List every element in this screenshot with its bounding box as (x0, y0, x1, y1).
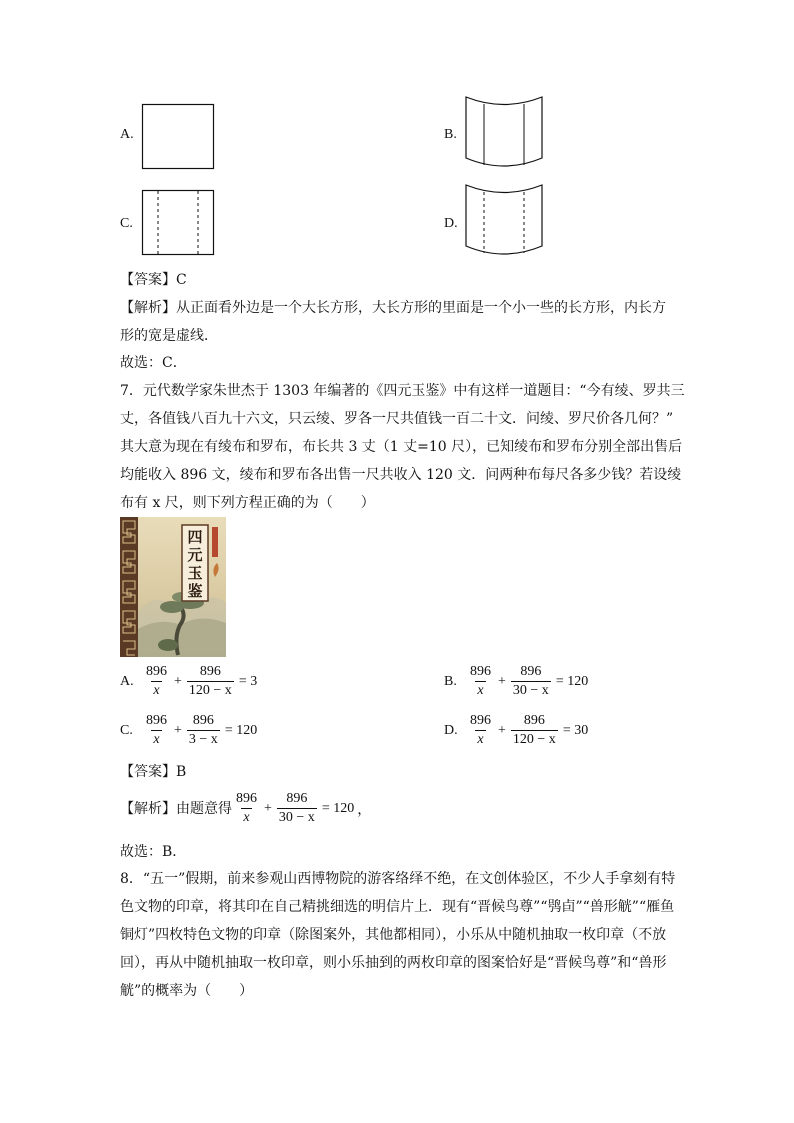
q7-option-a: A. $\frac{896}{x}$ + $\frac{896}{120 - x}$ = 3 (120, 664, 258, 698)
q6-choice: 故选：C． (120, 355, 187, 371)
q7-analysis: 【解析】由题意得 $\frac{896}{x}$ + $\frac{896}{30 - x}$ = 120 ， (120, 791, 372, 825)
q6-option-a-figure (140, 102, 220, 172)
book-title-char-1: 四 (187, 528, 203, 546)
q7-option-d: D. $\frac{896}{x}$ + $\frac{896}{120 - x}$ = 30 (444, 713, 589, 747)
book-title-char-2: 元 (187, 546, 203, 564)
q6-option-d-label: D. (444, 216, 458, 231)
q6-option-b-label: B. (444, 127, 457, 142)
q6-answer: 【答案】C (120, 272, 187, 288)
book-title-char-4: 鉴 (187, 582, 203, 600)
q6-option-a-label: A. (120, 127, 134, 142)
q8-text-line-3: 铜灯”四枚特色文物的印章（除图案外，其他都相同），小乐从中随机抽取一枚印章（不放 (120, 927, 667, 943)
q6-option-b-figure (462, 94, 548, 174)
q7-choice: 故选：B． (120, 844, 187, 860)
q7-option-b: B. $\frac{896}{x}$ + $\frac{896}{30 - x}$ = 120 (444, 664, 589, 698)
q8-text-line-2: 色文物的印章，将其印在自己精挑细选的明信片上．现有“晋候鸟尊”“鸮卣”“兽形觥”“雁鱼 (120, 899, 675, 915)
q7-text-line-2: 丈，各值钱八百九十六文，只云绫、罗各一尺共值钱一百二十文．问绫、罗尺价各几何？” (120, 411, 674, 427)
q6-analysis-line-1: 【解析】从正面看外边是一个大长方形，大长方形的里面是一个小一些的长方形，内长方 (120, 300, 666, 316)
q6-option-c-figure (140, 188, 220, 258)
q7-answer: 【答案】B (120, 764, 187, 780)
q7-text-line-4: 均能收入 896 文，绫布和罗布各出售一尺共收入 120 文．问两种布每尺各多少钱？若设绫 (120, 467, 682, 483)
q8-text-line-4: 回），再从中随机抽取一枚印章，则小乐抽到的两枚印章的图案恰好是“晋候鸟尊”和“兽形 (120, 955, 667, 971)
book-cover-image (120, 517, 226, 657)
q7-text-line-3: 其大意为现在有绫布和罗布，布长共 3 丈（1 丈=10 尺），已知绫布和罗布分别全部出售后 (120, 439, 683, 455)
q8-text-line-1: 8．“五一”假期，前来参观山西博物院的游客络绎不绝，在文创体验区，不少人手拿刻有特 (120, 871, 676, 887)
q6-option-c-label: C. (120, 216, 133, 231)
book-title-char-3: 玉 (187, 564, 203, 582)
q6-analysis-line-2: 形的宽是虚线． (120, 328, 218, 344)
q7-text-line-5: 布有 x 尺，则下列方程正确的为（ ） (120, 495, 375, 511)
q6-option-d-figure (462, 182, 548, 262)
q7-text-line-1: 7．元代数学家朱世杰于 1303 年编著的《四元玉鉴》中有这样一道题目：“今有绫、罗共三 (120, 383, 685, 399)
q7-option-c: C. $\frac{896}{x}$ + $\frac{896}{3 - x}$ = 120 (120, 713, 258, 747)
q8-text-line-5: 觥”的概率为（ ） (120, 983, 254, 999)
